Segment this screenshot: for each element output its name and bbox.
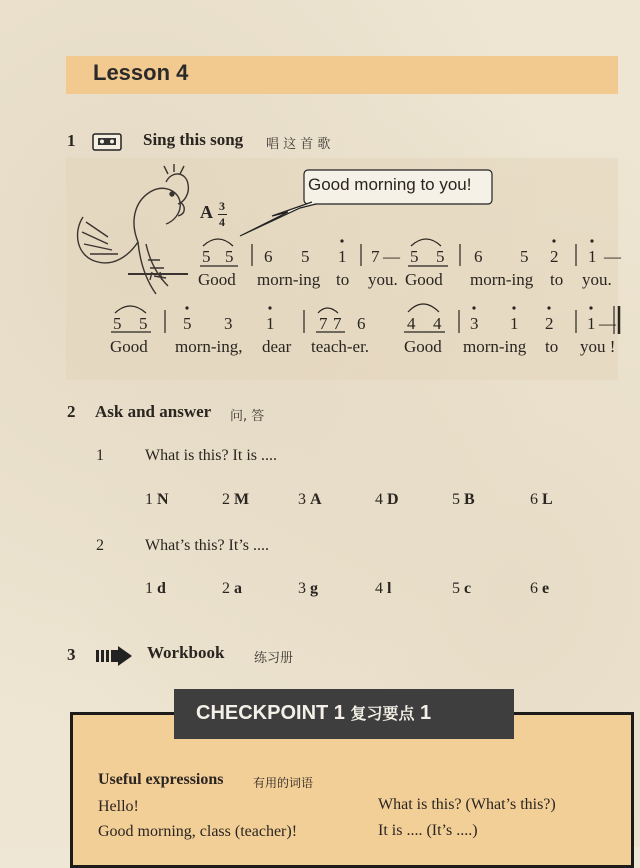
svg-text:2: 2 (545, 314, 554, 333)
answer-item: 3 g (298, 580, 318, 597)
answer-item: 5 c (452, 580, 472, 597)
time-signature-bottom: 4 (219, 215, 225, 229)
lyric-word: morn-ing, (175, 337, 243, 356)
lyric-word: Good (198, 270, 236, 289)
svg-text:6: 6 (357, 314, 366, 333)
answer-item: 6 L (530, 491, 553, 508)
svg-text:7: 7 (371, 247, 380, 266)
key-signature: A (200, 202, 213, 222)
expression-item: Hello! (98, 798, 139, 815)
lyric-word: to (336, 270, 350, 289)
time-signature-top: 3 (219, 199, 225, 213)
parrot-illustration (68, 162, 193, 302)
answer-item: 1 d (145, 580, 166, 597)
speech-bubble-text: Good morning to you! (308, 175, 472, 194)
lyric-word: morn-ing (463, 337, 527, 356)
lesson-title: Lesson 4 (93, 60, 189, 85)
lyric-word: Good (404, 337, 442, 356)
lyric-word: morn-ing (257, 270, 321, 289)
section-3-number: 3 (67, 645, 76, 664)
svg-text:5: 5 (202, 247, 211, 266)
section-1-title: Sing this song (143, 130, 244, 149)
svg-text:5: 5 (520, 247, 529, 266)
answer-item: 2 M (222, 491, 250, 508)
svg-text:5: 5 (301, 247, 310, 266)
lyric-word: you. (582, 270, 612, 289)
answer-item: 4 l (375, 580, 392, 597)
svg-text:1: 1 (510, 314, 519, 333)
question-2-text: What’s this? It’s .... (145, 537, 269, 554)
svg-text:—: — (383, 247, 400, 266)
expression-item: What is this? (What’s this?) (378, 796, 556, 813)
svg-text:3: 3 (224, 314, 233, 333)
question-1-text: What is this? It is .... (145, 447, 277, 464)
svg-text:5: 5 (139, 314, 148, 333)
question-2-number: 2 (96, 537, 104, 554)
useful-expressions-cn: 有用的词语 (253, 776, 314, 790)
svg-text:5: 5 (183, 314, 192, 333)
answer-item: 2 a (222, 580, 242, 597)
svg-text:5: 5 (225, 247, 234, 266)
answer-item: 6 e (530, 580, 550, 597)
expression-item: Good morning, class (teacher)! (98, 823, 298, 840)
svg-text:—: — (599, 314, 616, 333)
section-2-title: Ask and answer (95, 402, 212, 421)
section-2-number: 2 (67, 402, 76, 421)
lyric-word: teach-er. (311, 337, 370, 356)
svg-text:2: 2 (550, 247, 559, 266)
lyric-word: morn-ing (470, 270, 534, 289)
arrow-icon (96, 646, 132, 666)
cassette-icon (92, 133, 122, 151)
svg-text:4: 4 (433, 314, 442, 333)
lyric-word: Good (110, 337, 148, 356)
svg-text:7: 7 (333, 314, 342, 333)
answer-item: 4 D (375, 491, 399, 508)
svg-text:1: 1 (266, 314, 275, 333)
useful-expressions-title: Useful expressions (98, 771, 224, 788)
svg-text:5: 5 (113, 314, 122, 333)
answer-item: 1 N (145, 491, 169, 508)
svg-text:6: 6 (474, 247, 483, 266)
lyric-word: to (550, 270, 564, 289)
section-1-title-cn: 唱 这 首 歌 (266, 137, 331, 152)
answer-item: 5 B (452, 491, 475, 508)
svg-text:1: 1 (588, 247, 597, 266)
section-3-title-cn: 练习册 (254, 651, 294, 666)
svg-text:7: 7 (319, 314, 328, 333)
checkpoint-title: CHECKPOINT 1 复习要点 1 (196, 702, 432, 724)
section-1-number: 1 (67, 131, 76, 150)
question-1-number: 1 (96, 447, 104, 464)
svg-text:4: 4 (407, 314, 416, 333)
lyric-word: Good (405, 270, 443, 289)
lyric-word: you. (368, 270, 398, 289)
section-2-title-cn: 问, 答 (230, 409, 265, 424)
section-3-title: Workbook (147, 643, 225, 662)
lyric-word: to (545, 337, 559, 356)
svg-text:1: 1 (338, 247, 347, 266)
answer-item: 3 A (298, 491, 322, 508)
expression-item: It is .... (It’s ....) (378, 822, 478, 839)
svg-text:—: — (604, 247, 621, 266)
svg-text:3: 3 (470, 314, 479, 333)
lyric-word: dear (262, 337, 292, 356)
svg-text:1: 1 (587, 314, 596, 333)
lyric-word: you ! (580, 337, 616, 356)
svg-text:5: 5 (410, 247, 419, 266)
svg-text:6: 6 (264, 247, 273, 266)
svg-text:5: 5 (436, 247, 445, 266)
